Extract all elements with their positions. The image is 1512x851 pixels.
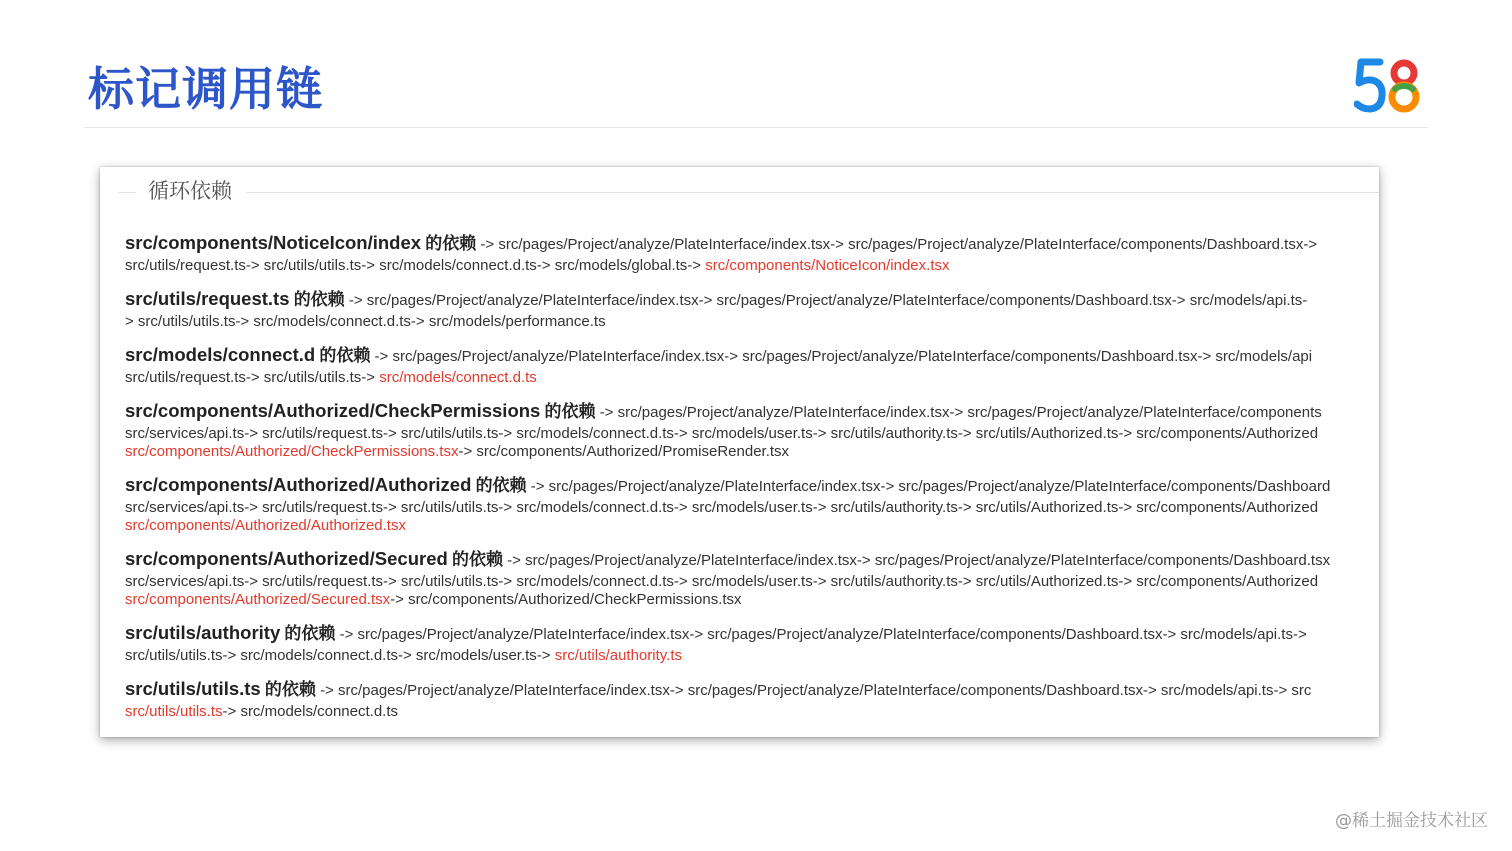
brand-logo [1354,56,1426,118]
dependency-chain: -> src/pages/Project/analyze/PlateInterface/index.tsx-> src/pages/Project/analyze/PlateInterface/components/Dashboard.tsx-> src/models/api.ts-> [339,626,1307,643]
dependency-chain: -> src/pages/Project/analyze/PlateInterface/index.tsx-> src/pages/Project/analyze/PlateInterface/components/Dashboard.tsx-> [480,236,1318,253]
cycle-target: src/components/NoticeIcon/index.tsx [705,257,950,274]
dependency-entry [125,547,1379,609]
dependency-line [125,443,1379,461]
dependency-line [125,703,1379,721]
dependency-chain: -> src/components/Authorized/CheckPermissions.tsx [390,591,742,608]
fieldset-border-left [118,192,136,193]
dependency-suffix: 的依赖 [475,476,527,496]
section-title: 循环依赖 [148,179,232,203]
dependency-chain: src/services/api.ts-> src/utils/request.ts-> src/utils/utils.ts-> src/models/connect.d.ts-> src/models/user.ts-> src/utils/authority.ts-> src/utils/Authorized.ts-> src/components/Authorized [125,425,1319,442]
dependency-suffix: 的依赖 [284,624,336,644]
dependency-line [125,369,1379,387]
dependency-suffix: 的依赖 [544,402,596,422]
cycle-target: src/utils/utils.ts [125,703,223,720]
dependency-chain: -> src/pages/Project/analyze/PlateInterface/index.tsx-> src/pages/Project/analyze/PlateInterface/components [599,404,1322,421]
dependency-entry [125,399,1379,461]
cycle-target: src/components/Authorized/Secured.tsx [125,591,391,608]
dependency-entry [125,621,1379,665]
dependency-line [125,343,1379,369]
dependency-entry [125,287,1379,331]
dependency-chain: -> src/pages/Project/analyze/PlateInterface/index.tsx-> src/pages/Project/analyze/PlateInterface/components/Dashboard [530,478,1331,495]
dependency-line [125,547,1379,573]
dependency-line [125,591,1379,609]
dependency-line [125,517,1379,535]
dependency-line [125,473,1379,499]
dependency-suffix: 的依赖 [264,680,316,700]
dependency-entry [125,473,1379,535]
dependency-chain: src/utils/utils.ts-> src/models/connect.d.ts-> src/models/user.ts-> [125,647,555,664]
module-name: src/utils/utils.ts [125,678,261,699]
cycle-target: src/components/Authorized/Authorized.tsx [125,517,406,534]
dependency-line [125,287,1379,313]
dependency-suffix: 的依赖 [319,346,371,366]
fieldset-border-right [246,192,1379,193]
module-name: src/utils/authority [125,622,281,643]
circular-dependency-panel [100,167,1379,737]
module-name: src/components/Authorized/Authorized [125,474,472,495]
cycle-target: src/components/Authorized/CheckPermissions.tsx [125,443,459,460]
dependency-chain: -> src/models/connect.d.ts [222,703,399,720]
dependency-line [125,573,1379,591]
cycle-target: src/utils/authority.ts [554,647,682,664]
dependency-entry [125,231,1379,275]
dependency-chain: -> src/pages/Project/analyze/PlateInterface/index.tsx-> src/pages/Project/analyze/PlateInterface/components/Dashboard.tsx-> src/models/api [374,348,1313,365]
dependency-chain: -> src/components/Authorized/PromiseRender.tsx [458,443,790,460]
header-divider [84,127,1428,128]
dependency-line [125,313,1379,331]
module-name: src/models/connect.d [125,344,316,365]
dependency-entry [125,343,1379,387]
dependency-suffix: 的依赖 [451,550,503,570]
dependency-line [125,425,1379,443]
dependency-suffix: 的依赖 [293,290,345,310]
dependency-entry [125,677,1379,721]
slide-title: 标记调用链 [88,62,323,116]
dependency-chain: -> src/pages/Project/analyze/PlateInterface/index.tsx-> src/pages/Project/analyze/PlateInterface/components/Dashboard.tsx [507,552,1331,569]
dependency-chain: src/services/api.ts-> src/utils/request.ts-> src/utils/utils.ts-> src/models/connect.d.ts-> src/models/user.ts-> src/utils/authority.ts-> src/utils/Authorized.ts-> src/components/Authorized [125,573,1319,590]
dependency-line [125,231,1379,257]
module-name: src/components/Authorized/Secured [125,548,448,569]
dependency-line [125,677,1379,703]
module-name: src/utils/request.ts [125,288,290,309]
dependency-line [125,621,1379,647]
cycle-target: src/models/connect.d.ts [379,369,537,386]
dependency-line [125,257,1379,275]
dependency-line [125,499,1379,517]
module-name: src/components/Authorized/CheckPermissions [125,400,541,421]
dependency-chain: > src/utils/utils.ts-> src/models/connect.d.ts-> src/models/performance.ts [125,313,606,330]
dependency-chain: src/utils/request.ts-> src/utils/utils.ts-> src/models/connect.d.ts-> src/models/global.ts-> [125,257,706,274]
dependency-chain: src/utils/request.ts-> src/utils/utils.ts-> [125,369,380,386]
dependency-chain: -> src/pages/Project/analyze/PlateInterface/index.tsx-> src/pages/Project/analyze/PlateInterface/components/Dashboard.tsx-> src/models/api.ts-> src [320,682,1312,699]
dependency-chain: -> src/pages/Project/analyze/PlateInterface/index.tsx-> src/pages/Project/analyze/PlateInterface/components/Dashboard.tsx-> src/models/api.ts- [348,292,1308,309]
watermark: @稀土掘金技术社区 [1335,811,1488,831]
dependency-line [125,647,1379,665]
module-name: src/components/NoticeIcon/index [125,232,422,253]
dependency-line [125,399,1379,425]
dependency-suffix: 的依赖 [425,234,477,254]
dependency-chain: src/services/api.ts-> src/utils/request.ts-> src/utils/utils.ts-> src/models/connect.d.ts-> src/models/user.ts-> src/utils/authority.ts-> src/utils/Authorized.ts-> src/components/Authorized [125,499,1319,516]
